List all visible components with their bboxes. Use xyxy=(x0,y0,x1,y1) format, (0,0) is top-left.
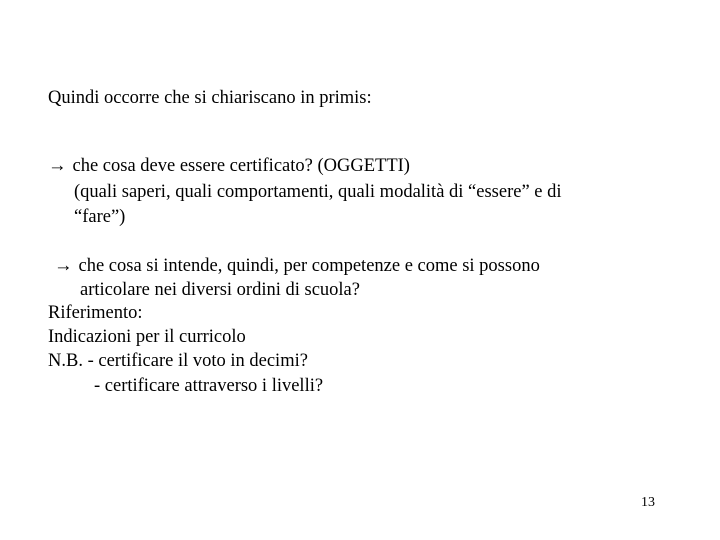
bullet-1-line-3: “fare”) xyxy=(74,207,126,227)
riferimento-value: Indicazioni per il curricolo xyxy=(48,327,246,347)
page-number: 13 xyxy=(641,495,655,510)
nb-line-1: N.B. - certificare il voto in decimi? xyxy=(48,351,308,371)
nb-line-2: - certificare attraverso i livelli? xyxy=(94,376,324,396)
bullet-1-line-1 xyxy=(48,154,410,178)
bullet-2-line-1 xyxy=(54,254,540,278)
bullet-1-line-2: (quali saperi, quali comportamenti, quali modalità di “essere” e di xyxy=(74,182,562,202)
arrow-right-icon: → xyxy=(48,156,67,176)
intro-text: Quindi occorre che si chiariscano in primis: xyxy=(48,88,372,108)
riferimento-label: Riferimento: xyxy=(48,303,143,323)
arrow-right-icon: → xyxy=(54,256,73,276)
bullet-2-text: che cosa si intende, quindi, per competenze e come si possono xyxy=(78,256,540,276)
bullet-2-line-2: articolare nei diversi ordini di scuola? xyxy=(80,280,360,300)
bullet-1-text: che cosa deve essere certificato? (OGGETTI) xyxy=(72,156,410,176)
